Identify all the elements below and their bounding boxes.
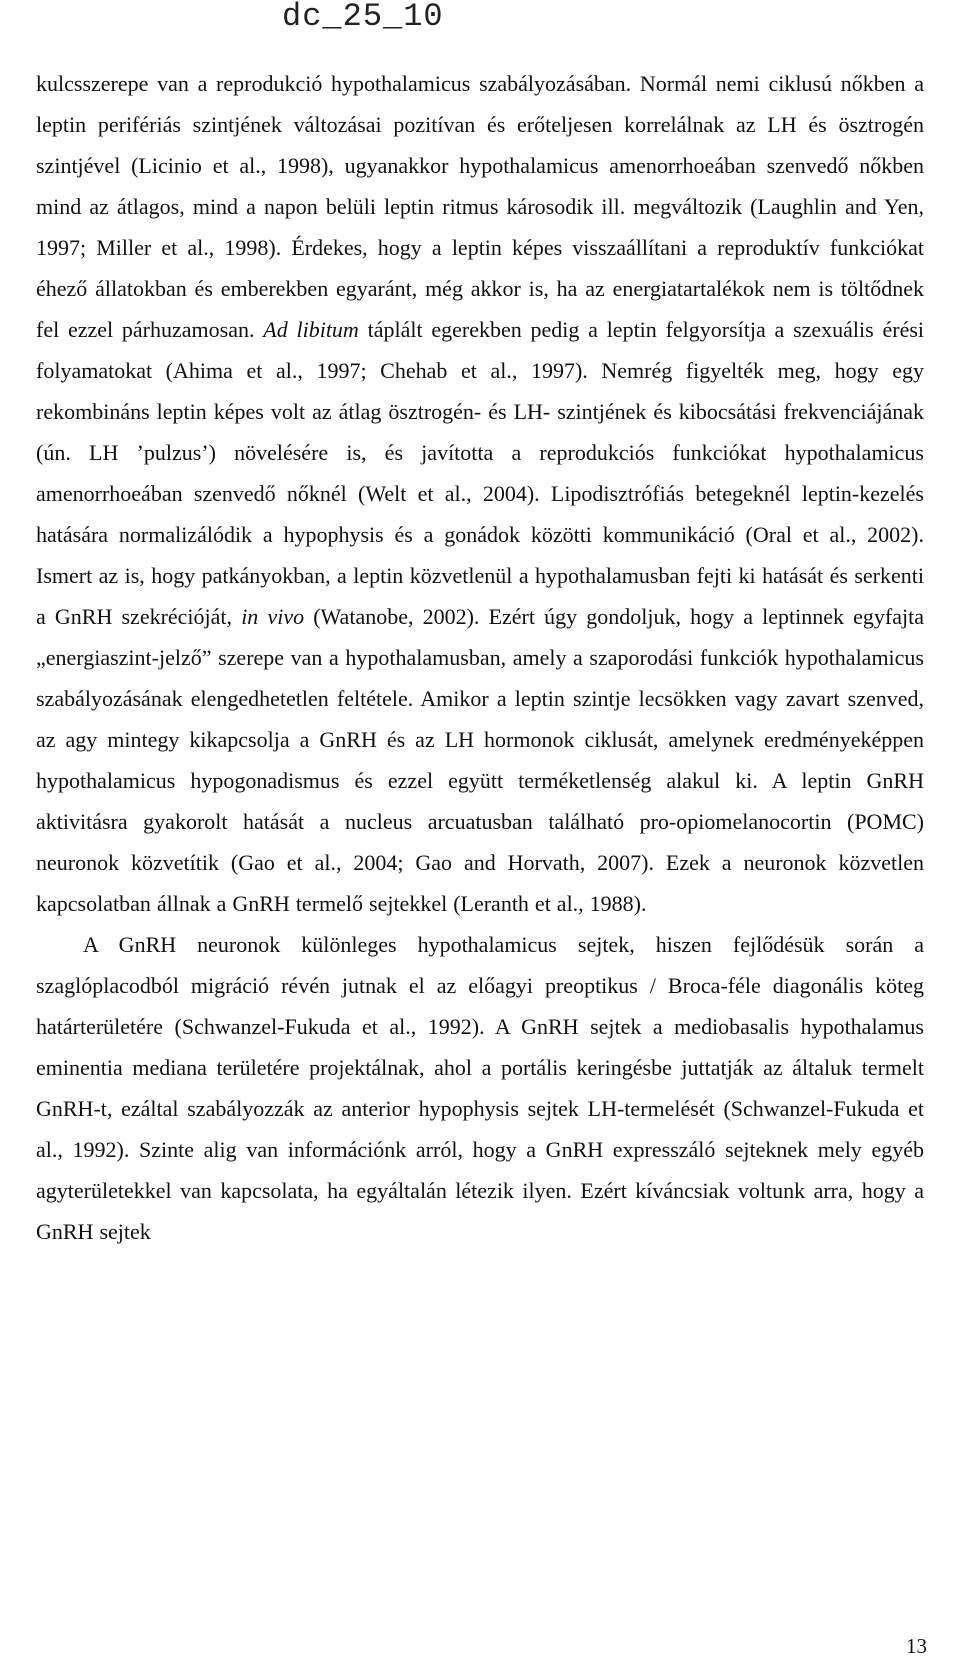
paragraph-text-segment: táplált egerekben pedig a leptin felgyorsítja a szexuális érési folyamatokat (Ahima et al., 1997; Chehab et al., 1997). Nemrég figyelték meg, hogy egy rekombináns leptin képes volt az átlag ösztrogén- és LH- szintjének és kibocsátási frekvenciájának (ún. LH ’pulzus’) növelésére is, és javította a reprodukciós funkciókat hypothalamicus amenorrhoeában szenvedő nőknél (Welt et al., 2004). Lipodisztrófiás betegeknél leptin-kezelés hatására normalizálódik a hypophysis és a gonádok közötti kommunikáció (Oral et al., 2002). Ismert az is, hogy patkányokban, a leptin közvetlenül a hypothalamusban fejti ki hatását és serkenti a GnRH szekrécióját,	[36, 317, 925, 629]
document-body	[36, 63, 924, 1252]
paragraph-text-segment: kulcsszerepe van a reprodukció hypothalamicus szabályozásában. Normál nemi ciklusú nőkben a leptin perifériás szintjének változásai pozitívan és erőteljesen korrelálnak az LH és ösztrogén szintjével (Licinio et al., 1998), ugyanakkor hypothalamicus amenorrhoeában szenvedő nőkben mind az átlagos, mind a napon belüli leptin ritmus károsodik ill. megváltozik (Laughlin and Yen, 1997; Miller et al., 1998). Érdekes, hogy a leptin képes visszaállítani a reproduktív funkciókat éhező állatokban és emberekben egyaránt, még akkor is, ha az energiatartalékok nem is töltődnek fel ezzel párhuzamosan.	[36, 71, 924, 342]
paragraph-text-segment: (Watanobe, 2002). Ezért úgy gondoljuk, hogy a leptinnek egyfajta „energiaszint-jelző” szerepe van a hypothalamusban, amely a szaporodási funkciók hypothalamicus szabályozásának elengedhetetlen feltétele. Amikor a leptin szintje lecsökken vagy zavart szenved, az agy mintegy kikapcsolja a GnRH és az LH hormonok ciklusát, amelynek eredményeképpen hypothalamicus hypogonadismus és ezzel együtt terméketlenség alakul ki. A leptin GnRH aktivitásra gyakorolt hatását a nucleus arcuatusban található pro-opiomelanocortin (POMC) neuronok közvetítik (Gao et al., 2004; Gao and Horvath, 2007). Ezek a neuronok közvetlen kapcsolatban állnak a GnRH termelő sejtekkel (Leranth et al., 1988).	[36, 604, 925, 916]
paragraph-leptin-reproduction	[36, 63, 924, 924]
italic-term-ad-libitum: Ad libitum	[263, 317, 359, 342]
paragraph-gnrh-neurons: A GnRH neuronok különleges hypothalamicus sejtek, hiszen fejlődésük során a szaglóplacodból migráció révén jutnak el az előagyi preoptikus / Broca-féle diagonális köteg határterületére (Schwanzel-Fukuda et al., 1992). A GnRH sejtek a mediobasalis hypothalamus eminentia mediana területére projektálnak, ahol a portális keringésbe juttatják az általuk termelt GnRH-t, ezáltal szabályozzák az anterior hypophysis sejtek LH-termelését (Schwanzel-Fukuda et al., 1992). Szinte alig van információnk arról, hogy a GnRH expresszáló sejteknek mely egyéb agyterületekkel van kapcsolata, ha egyáltalán létezik ilyen. Ezért kíváncsiak voltunk arra, hogy a GnRH sejtek	[36, 932, 924, 1244]
italic-term-in-vivo: in vivo	[241, 604, 305, 629]
document-id-header: dc_25_10	[282, 0, 444, 35]
page-number: 13	[906, 1634, 927, 1658]
